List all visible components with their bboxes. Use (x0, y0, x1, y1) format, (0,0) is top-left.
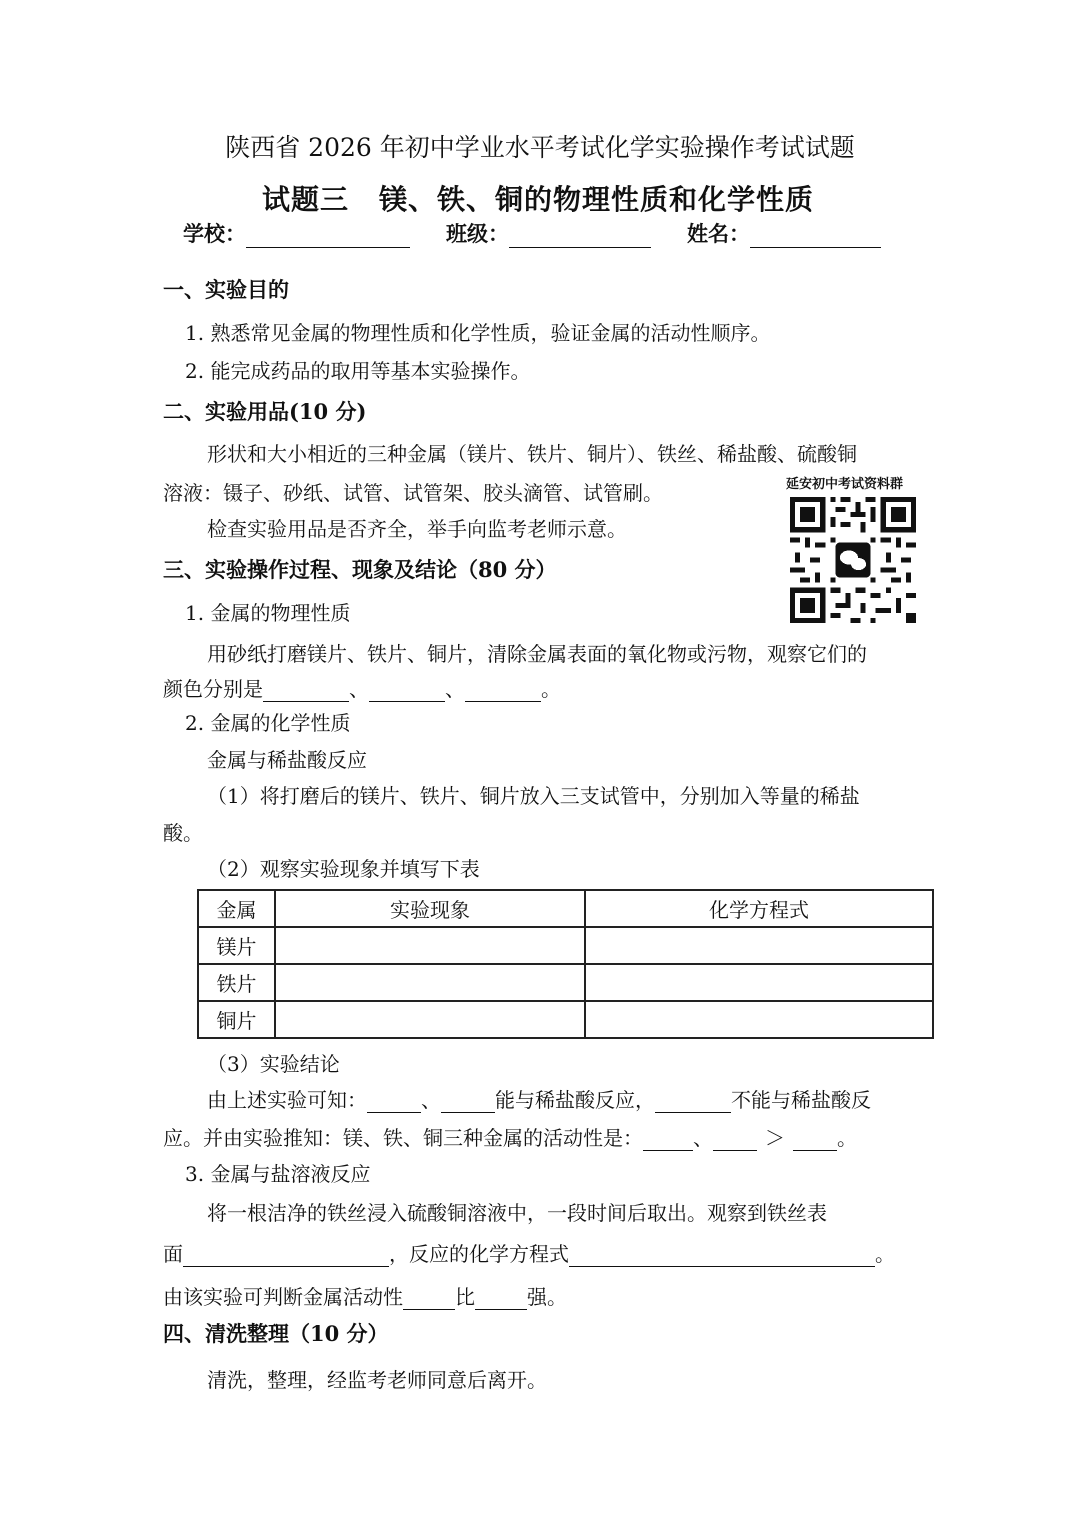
section2-heading: 二、实验用品(10 分) (163, 399, 367, 424)
section1-heading: 一、实验目的 (163, 277, 289, 302)
part2-sub: 金属与稀盐酸反应 (207, 748, 367, 772)
section2-line3: 检查实验用品是否齐全，举手向监考老师示意。 (207, 517, 627, 541)
step1-line1: （1）将打磨后的镁片、铁片、铜片放入三支试管中，分别加入等量的稀盐 (207, 784, 860, 808)
section1-item-2: 2. 能完成药品的取用等基本实验操作。 (185, 359, 531, 383)
name-blank[interactable] (750, 225, 881, 248)
period-3: 。 (875, 1242, 895, 1266)
table-header-row (198, 890, 933, 927)
conclusion-line1 (207, 1084, 871, 1113)
sep-4: 、 (693, 1126, 713, 1150)
step3: （3）实验结论 (207, 1052, 340, 1076)
greater-than: ＞ (765, 1126, 785, 1150)
part1-line1: 用砂纸打磨镁片、铁片、铜片，清除金属表面的氧化物或污物，观察它们的 (207, 642, 867, 666)
section2-line1: 形状和大小相近的三种金属（镁片、铁片、铜片）、铁丝、稀盐酸、硫酸铜 (207, 442, 857, 466)
cell-equation-cu[interactable] (585, 1001, 933, 1038)
part3-line2 (163, 1238, 895, 1267)
activity-compare-blank-2[interactable] (475, 1288, 527, 1310)
header-phenomenon: 实验现象 (275, 890, 585, 927)
concl-mid1: 能与稀盐酸反应， (495, 1088, 655, 1112)
exam-title: 陕西省 2026 年初中学业水平考试化学实验操作考试试题 (225, 133, 855, 162)
school-blank[interactable] (246, 225, 410, 248)
part3-line3-pre: 由该实验可判断金属活动性 (163, 1285, 403, 1309)
class-blank[interactable] (509, 225, 651, 248)
color-blank-1[interactable] (263, 680, 349, 702)
activity-blank-1[interactable] (643, 1129, 693, 1151)
section3-heading: 三、实验操作过程、现象及结论（80 分） (163, 557, 557, 582)
concl-pre: 由上述实验可知： (207, 1088, 367, 1112)
sep-1: 、 (349, 677, 369, 701)
concl-blank-1[interactable] (367, 1091, 421, 1113)
part3-line2-mid: ，反应的化学方程式 (389, 1242, 569, 1266)
exam-subtitle (262, 178, 814, 218)
cell-equation-fe[interactable] (585, 964, 933, 1001)
sep-2: 、 (445, 677, 465, 701)
part3-line3 (163, 1281, 567, 1310)
part3-title: 3. 金属与盐溶液反应 (185, 1162, 371, 1186)
part3-line1: 将一根洁净的铁丝浸入硫酸铜溶液中，一段时间后取出。观察到铁丝表 (207, 1201, 827, 1225)
name-field (687, 218, 881, 248)
school-label: 学校： (183, 221, 246, 246)
color-blank-2[interactable] (369, 680, 445, 702)
part3-line3-end: 强。 (527, 1285, 567, 1309)
step1-line2: 酸。 (163, 821, 203, 845)
qr-label: 延安初中考试资料群 (786, 477, 904, 492)
color-blank-3[interactable] (465, 680, 541, 702)
part3-line3-mid: 比 (455, 1285, 475, 1309)
step2: （2）观察实验现象并填写下表 (207, 857, 480, 881)
part2-title: 2. 金属的化学性质 (185, 711, 351, 735)
sep-3: 、 (421, 1088, 441, 1112)
section4-heading: 四、清洗整理（10 分） (163, 1321, 389, 1346)
section1-item-1: 1. 熟悉常见金属的物理性质和化学性质，验证金属的活动性顺序。 (185, 321, 771, 345)
row-metal-fe: 铁片 (198, 964, 275, 1001)
part3-line2-pre: 面 (163, 1242, 183, 1266)
class-field (446, 218, 651, 248)
period-2: 。 (837, 1126, 857, 1150)
part1-line2 (163, 673, 561, 702)
row-metal-mg: 镁片 (198, 927, 275, 964)
table-row (198, 964, 933, 1001)
surface-blank[interactable] (183, 1245, 389, 1267)
part1-title: 1. 金属的物理性质 (185, 601, 351, 625)
section4-text: 清洗，整理，经监考老师同意后离开。 (207, 1368, 547, 1392)
activity-blank-3[interactable] (793, 1129, 837, 1151)
qr-code-icon[interactable] (790, 497, 916, 623)
table-row (198, 1001, 933, 1038)
header-equation: 化学方程式 (585, 890, 933, 927)
equation-blank[interactable] (569, 1245, 875, 1267)
question-number: 试题三 (262, 183, 350, 216)
concl-blank-2[interactable] (441, 1091, 495, 1113)
question-topic: 镁、铁、铜的物理性质和化学性质 (379, 183, 815, 216)
cell-phenomenon-fe[interactable] (275, 964, 585, 1001)
part1-line2-text: 颜色分别是 (163, 677, 263, 701)
activity-compare-blank-1[interactable] (403, 1288, 455, 1310)
name-label: 姓名： (687, 221, 750, 246)
period-1: 。 (541, 677, 561, 701)
cell-phenomenon-mg[interactable] (275, 927, 585, 964)
section2-line2: 溶液：镊子、砂纸、试管、试管架、胶头滴管、试管刷。 (163, 481, 663, 505)
cell-phenomenon-cu[interactable] (275, 1001, 585, 1038)
cell-equation-mg[interactable] (585, 927, 933, 964)
school-field (183, 218, 410, 248)
activity-blank-2[interactable] (713, 1129, 757, 1151)
concl-blank-3[interactable] (655, 1091, 731, 1113)
concl-line2-text: 应。并由实验推知：镁、铁、铜三种金属的活动性是： (163, 1126, 643, 1150)
results-table (197, 889, 934, 1039)
table-row (198, 927, 933, 964)
conclusion-line2 (163, 1122, 857, 1151)
class-label: 班级： (446, 221, 509, 246)
concl-mid2: 不能与稀盐酸反 (731, 1088, 871, 1112)
row-metal-cu: 铜片 (198, 1001, 275, 1038)
header-metal: 金属 (198, 890, 275, 927)
